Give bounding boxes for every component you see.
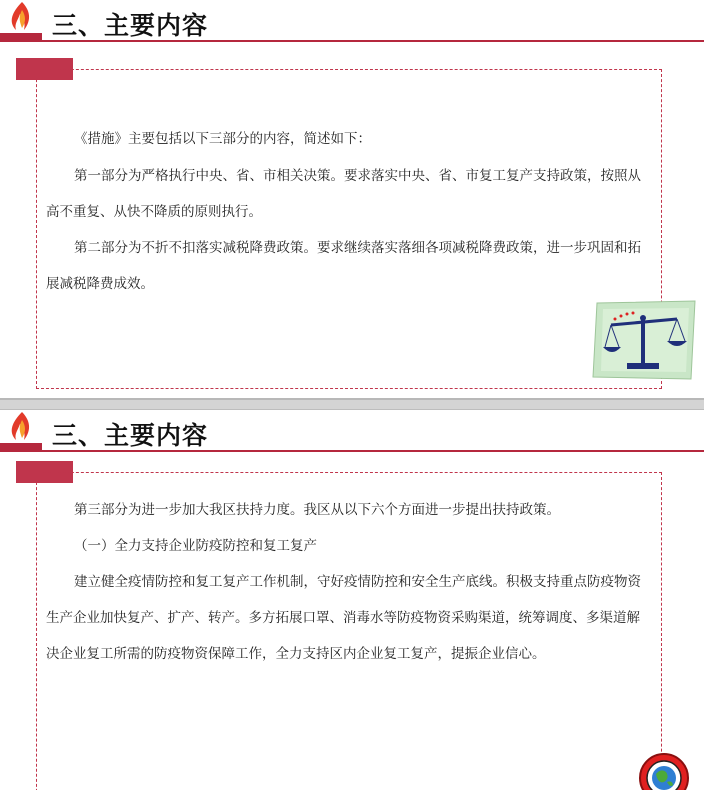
page-title: 三、主要内容 <box>52 421 209 450</box>
slide-separator <box>0 398 704 410</box>
part3-text: 第三部分为进一步加大我区扶持力度。我区从以下六个方面进一步提出扶持政策。 <box>74 502 560 518</box>
part1-text: 第一部分为严格执行中央、省、市相关决策。要求落实中央、省、市复工复产支持政策，按照从高不重复、从快不降质的原则执行。 <box>46 168 641 220</box>
page-title: 三、主要内容 <box>52 11 209 40</box>
subheading-1: （一）全力支持企业防疫防控和复工复产 <box>74 538 317 554</box>
globe-icon <box>636 752 690 790</box>
measure-1-text: 建立健全疫情防控和复工复产工作机制，守好疫情防控和安全生产底线。积极支持重点防疫物资生产企业加快复产、扩产、转产。多方拓展口罩、消毒水等防疫物资采购渠道，统筹调度、多渠道解决企业复工所需的防疫物资保障工作，全力支持区内企业复工复产，提振企业信心。 <box>46 574 641 662</box>
intro-text: 《措施》主要包括以下三部分的内容，简述如下： <box>74 131 371 147</box>
slide-2 <box>0 410 704 790</box>
scales-icon <box>591 299 698 381</box>
part2-text: 第二部分为不折不扣落实减税降费政策。要求继续落实落细各项减税降费政策，进一步巩固和拓展减税降费成效。 <box>46 240 641 292</box>
